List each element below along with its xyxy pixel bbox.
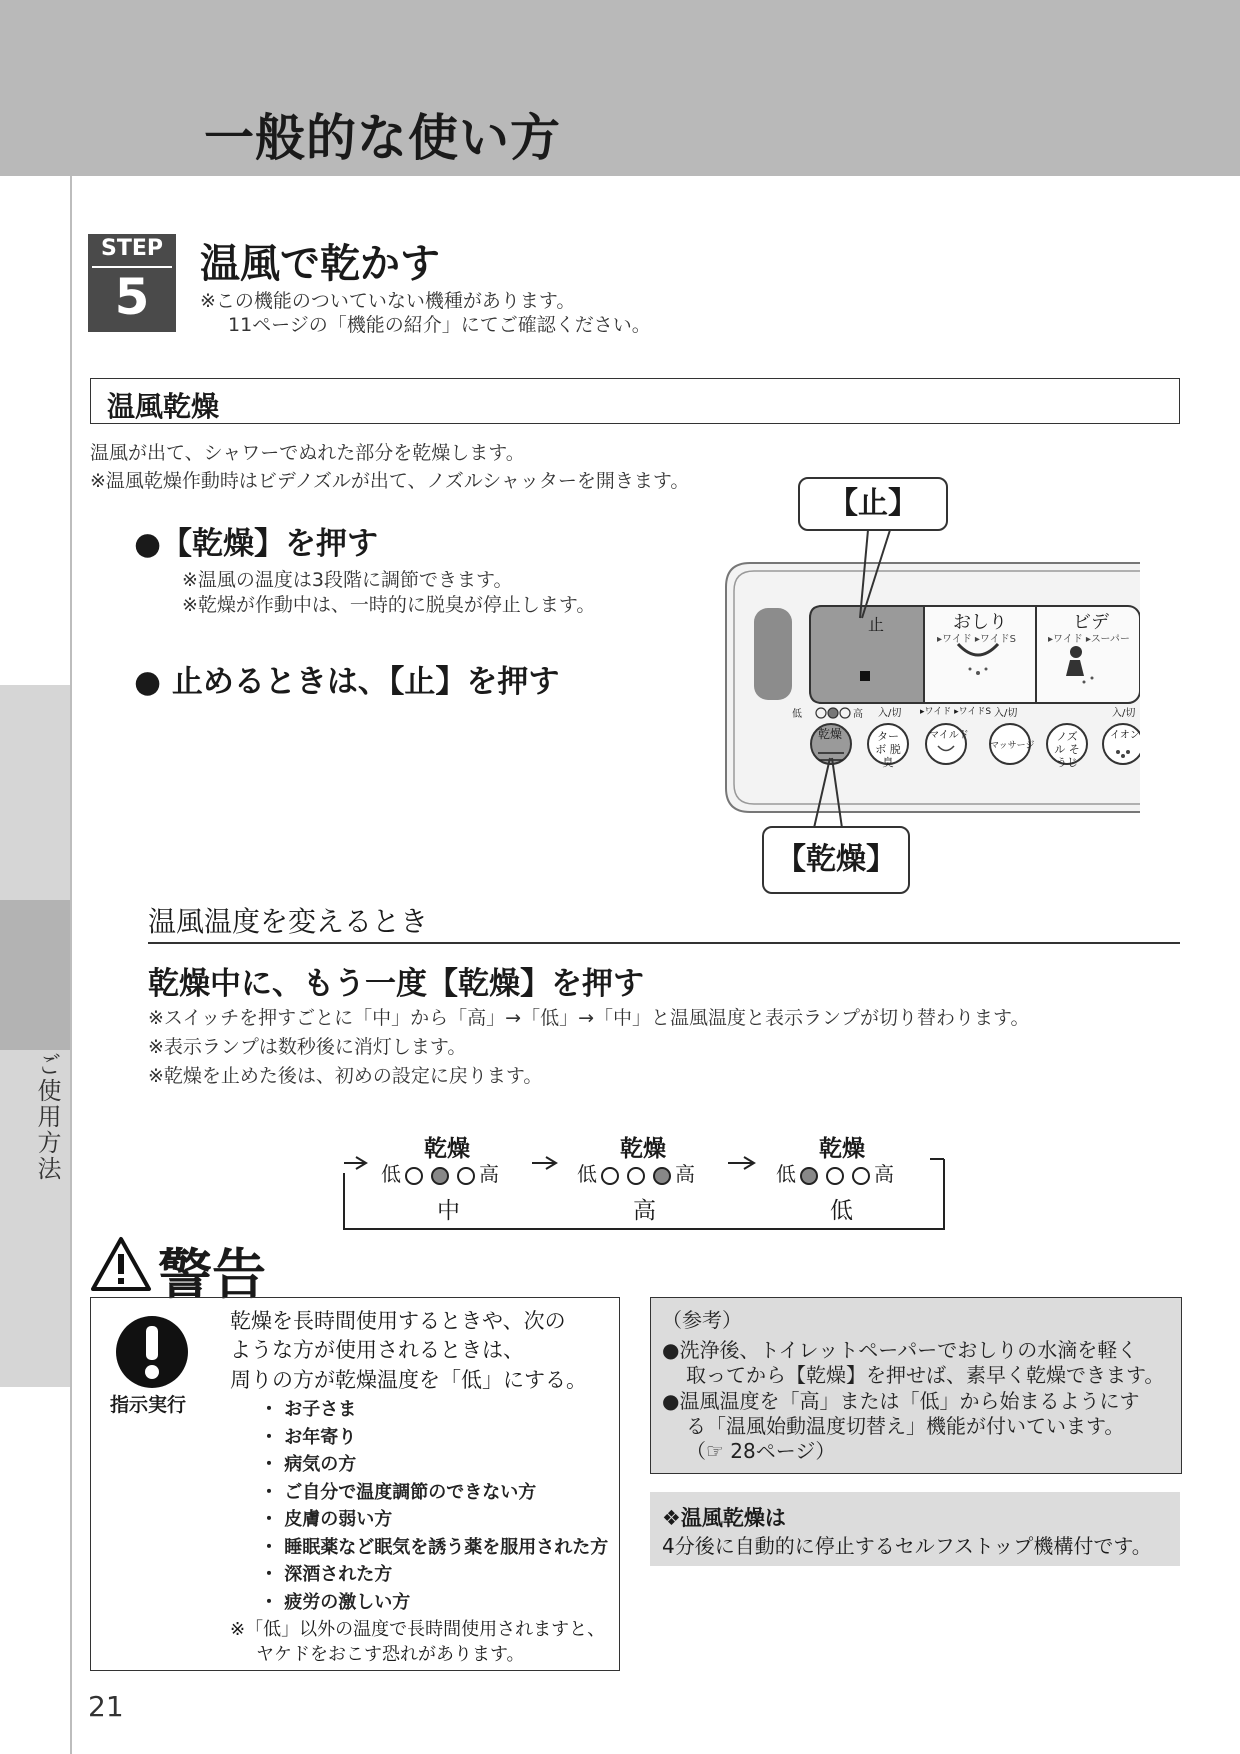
- reference-line: ●洗浄後、トイレットペーパーでおしりの水滴を軽く: [662, 1338, 1138, 1362]
- warning-line: ような方が使用されるときは、: [230, 1338, 524, 1362]
- section-heading-box: [90, 378, 1180, 424]
- list-item: ・ ご自分で温度調節のできない方: [260, 1482, 537, 1503]
- list-item-text: ご自分で温度調節のできない方: [284, 1482, 537, 1503]
- list-item: ・ 病気の方: [260, 1454, 357, 1475]
- lamp-indicator: [627, 1167, 645, 1185]
- lamp-indicator: [601, 1167, 619, 1185]
- step-number: 5: [114, 268, 150, 326]
- cycle-state-label: 乾燥: [620, 1136, 666, 1162]
- info-text: 4分後に自動的に停止するセルフストップ機構付です。: [662, 1534, 1152, 1558]
- list-item-text: 皮膚の弱い方: [284, 1509, 393, 1530]
- high-mark: 高: [675, 1162, 695, 1186]
- section-heading: 温風乾燥: [107, 390, 220, 423]
- oshiri-sub: ▸ワイド ▸ワイドS: [937, 634, 1016, 645]
- step-note-ref: 11ページの「機能の紹介」にてご確認ください。: [228, 314, 651, 336]
- cycle-state-label: 乾燥: [819, 1136, 865, 1162]
- turbo-deodorize-button[interactable]: ターボ 脱臭: [875, 730, 901, 769]
- oshiri-label: おしり: [953, 612, 1007, 633]
- info-title: ❖温風乾燥は: [662, 1506, 786, 1530]
- list-item-text: お子さま: [284, 1399, 357, 1420]
- warning-line: 周りの方が乾燥温度を「低」にする。: [230, 1368, 587, 1392]
- cycle-level-low: 低: [830, 1198, 853, 1224]
- reference-line: る「温風始動温度切替え」機能が付いています。: [686, 1414, 1125, 1438]
- step-note: ※この機能のついていない機種があります。: [200, 290, 576, 312]
- lamp-indicator: [431, 1167, 449, 1185]
- temp-change-note: ※表示ランプは数秒後に消灯します。: [148, 1036, 467, 1058]
- list-item: ・ 睡眠薬など眠気を誘う薬を服用された方: [260, 1537, 609, 1558]
- massage-button[interactable]: マッサージ: [990, 741, 1035, 751]
- list-item: ・ 皮膚の弱い方: [260, 1509, 393, 1530]
- low-mark: 低: [381, 1162, 401, 1186]
- list-item: ・ 深酒された方: [260, 1564, 393, 1585]
- cycle-level-high: 高: [633, 1198, 656, 1224]
- temp-change-subhead: 温風温度を変えるとき: [148, 905, 429, 938]
- reference-line: ●温風温度を「高」または「低」から始まるようにす: [662, 1389, 1140, 1413]
- list-item-text: 睡眠薬など眠気を誘う薬を服用された方: [284, 1537, 609, 1558]
- cycle-level-mid: 中: [437, 1198, 460, 1224]
- lamp-indicator: [457, 1167, 475, 1185]
- list-item-text: 病気の方: [284, 1454, 357, 1475]
- mandatory-action-badge: 指示実行: [110, 1394, 187, 1416]
- lamp-low: 低: [792, 709, 802, 720]
- instruction-note: ※乾燥が作動中は、一時的に脱臭が停止します。: [182, 594, 596, 616]
- step-title: 温風で乾かす: [200, 241, 440, 287]
- lamp-indicator: [405, 1167, 423, 1185]
- instruction-press-stop: ● 止めるときは、【止】を押す: [134, 664, 560, 700]
- stop-label: 止: [868, 615, 885, 634]
- dry-button[interactable]: 乾燥: [818, 727, 843, 741]
- high-mark: 高: [874, 1162, 894, 1186]
- lamp-indicator: [800, 1167, 818, 1185]
- temp-change-note: ※スイッチを押すごとに「中」から「高」→「低」→「中」と温風温度と表示ランプが切り替わります。: [148, 1007, 1030, 1029]
- warning-footnote: ※「低」以外の温度で長時間使用されますと、: [230, 1619, 606, 1640]
- warning-footnote: ヤケドをおこす恐れがあります。: [256, 1644, 525, 1665]
- temp-change-instruction: 乾燥中に、もう一度【乾燥】を押す: [148, 966, 644, 1002]
- wide-label: ▸ワイド ▸ワイドS: [920, 707, 992, 717]
- list-item-text: お年寄り: [284, 1427, 357, 1448]
- stop-callout: 【止】: [798, 477, 948, 531]
- header-band: [0, 0, 1240, 176]
- reference-line: 取ってから【乾燥】を押せば、素早く乾燥できます。: [686, 1363, 1165, 1387]
- section-desc: 温風が出て、シャワーでぬれた部分を乾燥します。: [90, 442, 525, 464]
- bidet-sub: ▸ワイド ▸スーパー: [1048, 634, 1130, 645]
- lamp-indicator: [826, 1167, 844, 1185]
- instruction-note: ※温風の温度は3段階に調節できます。: [182, 569, 513, 591]
- dry-callout: 【乾燥】: [762, 826, 910, 894]
- lamp-indicator: [653, 1167, 671, 1185]
- high-mark: 高: [479, 1162, 499, 1186]
- margin-rule: [70, 176, 72, 1754]
- list-item: ・ お子さま: [260, 1399, 357, 1420]
- list-item: ・ お年寄り: [260, 1427, 357, 1448]
- side-tab-label: ご使用方法: [33, 1052, 61, 1182]
- mandatory-action-icon: [114, 1314, 190, 1390]
- ion-button[interactable]: イオン: [1110, 730, 1140, 741]
- nozzle-clean-button[interactable]: ノズル そうじ: [1054, 730, 1080, 769]
- section-note: ※温風乾燥作動時はビデノズルが出て、ノズルシャッターを開きます。: [90, 470, 690, 492]
- cycle-state-label: 乾燥: [424, 1136, 470, 1162]
- page-title: 一般的な使い方: [204, 109, 561, 167]
- lamp-high: 高: [853, 709, 863, 720]
- low-mark: 低: [776, 1162, 796, 1186]
- temp-change-note: ※乾燥を止めた後は、初めの設定に戻ります。: [148, 1065, 543, 1087]
- warning-line: 乾燥を長時間使用するときや、次の: [230, 1309, 566, 1333]
- side-tab-upper: [0, 685, 70, 900]
- list-item: ・ 疲労の激しい方: [260, 1592, 411, 1613]
- list-item-text: 深酒された方: [284, 1564, 393, 1585]
- warning-triangle-icon: [90, 1236, 152, 1292]
- mild-button[interactable]: マイルド: [929, 730, 969, 741]
- onoff-label: 入/切: [994, 708, 1018, 719]
- onoff-label: 入/切: [878, 708, 902, 719]
- cycle-state-low-lamps: [776, 1158, 894, 1187]
- list-item-text: 疲労の激しい方: [284, 1592, 411, 1613]
- subhead-rule: [148, 942, 1180, 944]
- instruction-press-dry: ●【乾燥】を押す: [134, 526, 379, 562]
- page-number: 21: [88, 1690, 124, 1723]
- low-mark: 低: [577, 1162, 597, 1186]
- lamp-indicator: [852, 1167, 870, 1185]
- reference-page-link[interactable]: （☞ 28ページ）: [686, 1439, 836, 1463]
- onoff-label: 入/切: [1112, 708, 1136, 719]
- cycle-state-high-lamps: [577, 1158, 695, 1187]
- warning-title: 警告: [158, 1243, 266, 1306]
- cycle-state-mid-lamps: [381, 1158, 499, 1187]
- side-tab-active: [0, 900, 70, 1050]
- step-word: STEP: [100, 236, 163, 261]
- reference-title: （参考）: [662, 1308, 742, 1332]
- bidet-label: ビデ: [1073, 612, 1109, 633]
